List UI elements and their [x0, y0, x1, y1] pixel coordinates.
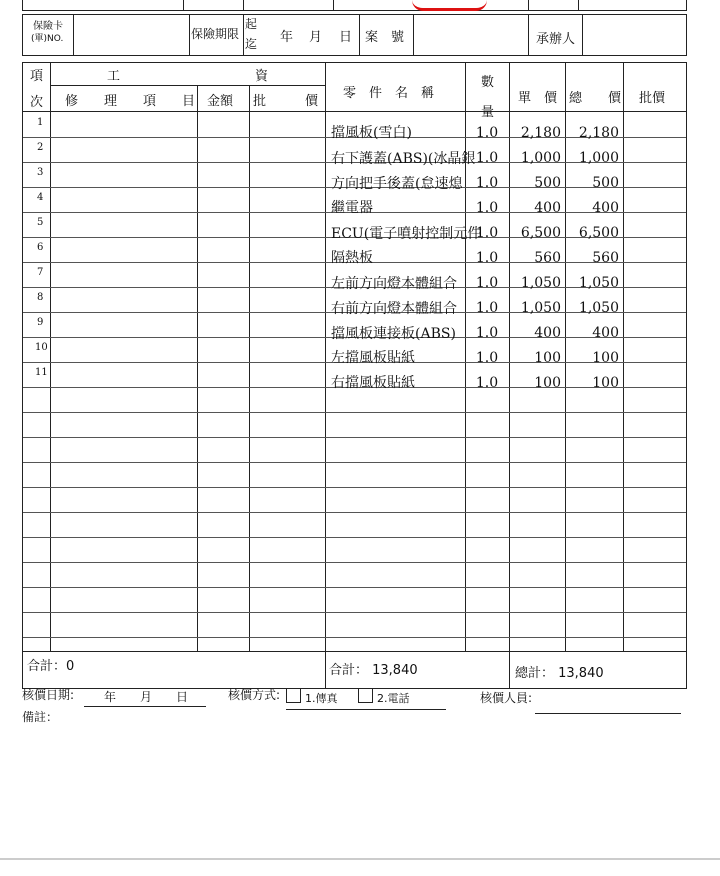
approve-day-label: 日 [176, 690, 189, 704]
row-number: 2 [37, 142, 44, 153]
header-labor-approve: 批 價 [253, 94, 319, 109]
total-price: 400 [592, 200, 619, 216]
part-name: 擋風板連接板(ABS) [331, 326, 456, 342]
total-price: 560 [592, 250, 619, 266]
approve-year-label: 年 [104, 690, 117, 704]
period-from-label: 起 [245, 17, 258, 31]
total-price: 100 [592, 350, 619, 366]
header-item: 項 [30, 69, 44, 84]
red-ink-mark [412, 0, 487, 11]
part-name: 右下護蓋(ABS)(冰晶銀 [331, 151, 476, 167]
total-price: 1,050 [578, 300, 619, 316]
quantity: 1.0 [475, 150, 499, 166]
remarks-label: 備註： [22, 710, 59, 724]
page-bottom-edge [0, 858, 720, 860]
period-year-label: 年 [280, 30, 294, 45]
quantity: 1.0 [475, 325, 499, 341]
header-labor-2: 資 [255, 69, 269, 84]
part-name: 繼電器 [331, 200, 373, 216]
row-number: 8 [37, 292, 44, 303]
header-qty: 數 [481, 75, 495, 90]
case-no-label: 案 號 [365, 30, 405, 45]
labor-sum: 合計：0 [27, 659, 75, 674]
header-labor: 工 [107, 69, 121, 84]
quantity: 1.0 [475, 250, 499, 266]
grand-total: 總計： 13,840 [515, 666, 604, 681]
header-approve-price: 批價 [639, 91, 666, 106]
row-number: 1 [37, 117, 44, 128]
insurance-period-label: 保險期限 [191, 27, 240, 41]
approver-label: 核價人員: [480, 691, 533, 705]
unit-price: 400 [534, 200, 561, 216]
unit-price: 500 [534, 175, 561, 191]
approve-month-label: 月 [140, 690, 153, 704]
header-unit-price: 單 價 [518, 91, 558, 106]
approve-method-line [286, 709, 446, 710]
quantity: 1.0 [475, 375, 499, 391]
part-name: 左前方向燈本體組合 [331, 276, 457, 292]
header-part-name: 零 件 名 稱 [343, 86, 435, 101]
part-name: ECU(電子噴射控制元件 [331, 226, 482, 242]
parts-sum: 合計： 13,840 [329, 663, 418, 678]
row-number: 10 [35, 342, 48, 353]
top-form-strip [22, 0, 687, 11]
total-price: 400 [592, 325, 619, 341]
fax-option-label: 1.傳真 [305, 692, 338, 705]
row-number: 6 [37, 242, 44, 253]
approver-line [535, 713, 681, 714]
unit-price: 6,500 [520, 225, 561, 241]
unit-price: 100 [534, 350, 561, 366]
period-month-label: 月 [309, 30, 323, 45]
total-price: 1,050 [578, 275, 619, 291]
row-number: 5 [37, 217, 44, 228]
unit-price: 400 [534, 325, 561, 341]
part-name: 方向把手後蓋(怠速熄 [331, 176, 463, 192]
insurance-info-row [22, 14, 687, 56]
row-number: 4 [37, 192, 44, 203]
header-repair-item: 修 理 項 目 [65, 94, 196, 109]
quantity: 1.0 [475, 275, 499, 291]
row-number: 7 [37, 267, 44, 278]
approve-date-line [84, 706, 206, 707]
unit-price: 100 [534, 375, 561, 391]
approve-date-label: 核價日期: [22, 688, 75, 702]
fax-checkbox[interactable] [286, 688, 301, 703]
row-number: 11 [35, 367, 48, 378]
period-to-label: 迄 [245, 37, 258, 51]
part-name: 左擋風板貼紙 [331, 350, 415, 366]
total-price: 1,000 [578, 150, 619, 166]
row-number: 9 [37, 317, 44, 328]
quantity: 1.0 [475, 300, 499, 316]
repair-estimate-table [22, 62, 687, 689]
period-day-label: 日 [339, 30, 353, 45]
quantity: 1.0 [475, 225, 499, 241]
header-qty-2: 量 [481, 105, 495, 120]
phone-checkbox[interactable] [358, 688, 373, 703]
unit-price: 2,180 [520, 125, 561, 141]
row-number: 3 [37, 167, 44, 178]
quantity: 1.0 [475, 350, 499, 366]
part-name: 擋風板(雪白) [331, 125, 412, 141]
header-seq: 次 [30, 95, 44, 110]
part-name: 隔熱板 [331, 250, 373, 266]
quantity: 1.0 [475, 125, 499, 141]
part-name: 右前方向燈本體組合 [331, 301, 457, 317]
header-amount: 金額 [207, 94, 234, 109]
insurance-card-label: 保險卡 [33, 21, 63, 32]
handler-label: 承辦人 [536, 32, 576, 47]
quantity: 1.0 [475, 200, 499, 216]
unit-price: 1,000 [520, 150, 561, 166]
total-price: 2,180 [578, 125, 619, 141]
unit-price: 1,050 [520, 275, 561, 291]
total-price: 100 [592, 375, 619, 391]
total-price: 500 [592, 175, 619, 191]
approve-method-label: 核價方式: [228, 688, 281, 702]
header-total-price: 總 價 [569, 91, 622, 106]
unit-price: 560 [534, 250, 561, 266]
total-price: 6,500 [578, 225, 619, 241]
part-name: 右擋風板貼紙 [331, 375, 415, 391]
card-no-label: (單)NO. [31, 34, 64, 44]
unit-price: 1,050 [520, 300, 561, 316]
phone-option-label: 2.電話 [377, 692, 410, 705]
quantity: 1.0 [475, 175, 499, 191]
